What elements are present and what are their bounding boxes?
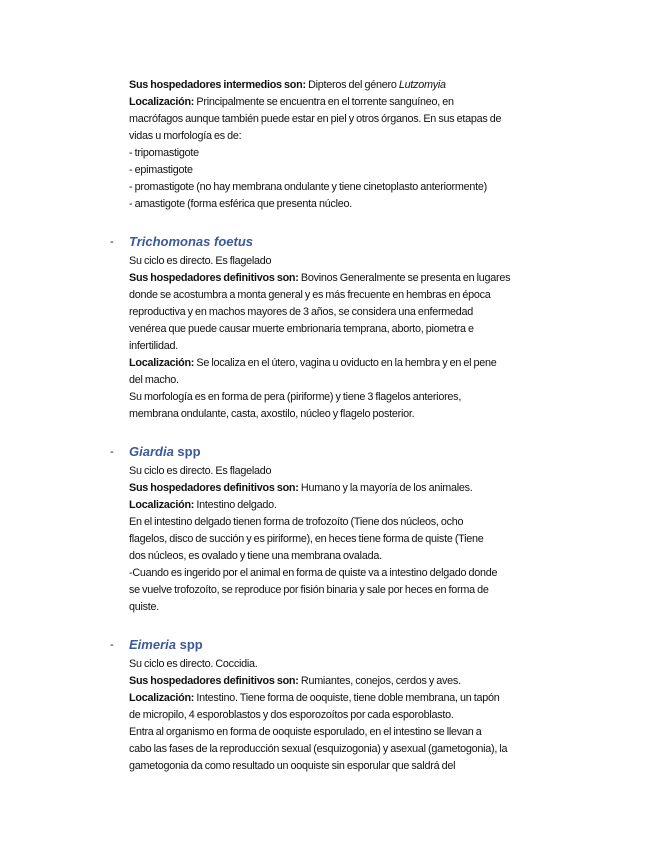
definitive-hosts-text: Humano y la mayoría de los animales.	[298, 482, 473, 494]
location-text-line: macrófagos aunque también puede estar en piel y otros órganos. En sus etapas de	[129, 113, 502, 125]
intermediate-hosts-label: Sus hospedadores intermedios son:	[129, 79, 306, 91]
location-text: Intestino delgado.	[194, 499, 277, 511]
location-text: Intestino. Tiene forma de ooquiste, tiene doble membrana, un tapón	[194, 692, 500, 704]
text-line: del macho.	[129, 374, 179, 386]
text-line: dos núcleos, es ovalado y tiene una membrana ovalada.	[129, 550, 382, 562]
life-cycle-line: Su ciclo es directo. Es flagelado	[129, 465, 272, 477]
morphology-line: Su morfología es en forma de pera (piriforme) y tiene 3 flagelos anteriores,	[129, 391, 462, 403]
text-line: Entra al organismo en forma de ooquiste esporulado, en el intestino se llevan a	[129, 726, 482, 738]
genus-name: Lutzomyia	[398, 79, 446, 91]
bullet-dash: -	[110, 236, 114, 248]
text-line: reproductiva y en machos mayores de 3 años, se considera una enfermedad	[129, 306, 474, 318]
stage-item: - epimastigote	[129, 164, 193, 176]
location-text-line: vidas u morfología es de:	[129, 130, 242, 142]
definitive-hosts-line	[129, 673, 569, 690]
stage-item: - promastigote (no hay membrana ondulante y tiene cinetoplasto anteriormente)	[129, 181, 487, 193]
text-line: de micropilo, 4 esporoblastos y dos esporozoítos por cada esporoblasto.	[129, 709, 454, 721]
text-line: venérea que puede causar muerte embrionaria temprana, aborto, piometra e	[129, 323, 474, 335]
text-line: flagelos, disco de succión y es piriforme), en heces tiene forma de quiste (Tiene	[129, 533, 484, 545]
organism-name: Trichomonas foetus	[129, 234, 254, 249]
location-text: Principalmente se encuentra en el torrente sanguíneo, en	[194, 96, 454, 108]
life-cycle-line: Su ciclo es directo. Es flagelado	[129, 255, 272, 267]
section-heading-eimeria	[110, 634, 569, 656]
location-text: Se localiza en el útero, vagina u oviducto en la hembra y en el pene	[194, 357, 497, 369]
bullet-dash: -	[110, 639, 114, 651]
location-label: Localización:	[129, 96, 195, 108]
text-line: quiste.	[129, 601, 160, 613]
definitive-hosts-text: Bovinos Generalmente se presenta en lugares	[298, 272, 511, 284]
definitive-hosts-line	[129, 480, 569, 497]
text-line: infertilidad.	[129, 340, 178, 352]
definitive-hosts-text: Rumiantes, conejos, cerdos y aves.	[298, 675, 461, 687]
location-line	[129, 355, 569, 372]
location-label: Localización:	[129, 499, 195, 511]
text-line: -Cuando es ingerido por el animal en forma de quiste va a intestino delgado donde	[129, 567, 498, 579]
organism-name: Eimeria	[129, 637, 176, 652]
location-label: Localización:	[129, 692, 195, 704]
definitive-hosts-label: Sus hospedadores definitivos son:	[129, 675, 299, 687]
location-line	[129, 497, 569, 514]
definitive-hosts-label: Sus hospedadores definitivos son:	[129, 482, 299, 494]
life-cycle-line: Su ciclo es directo. Coccidia.	[129, 658, 258, 670]
section-heading-giardia	[110, 441, 569, 463]
document-content	[110, 77, 569, 775]
stage-item: - amastigote (forma esférica que presenta núcleo.	[129, 198, 353, 210]
organism-name: Giardia	[129, 444, 174, 459]
stage-item: - tripomastigote	[129, 147, 199, 159]
section-heading-trichomonas	[110, 231, 569, 253]
organism-spp: spp	[173, 444, 201, 459]
intermediate-hosts-line	[129, 77, 569, 94]
definitive-hosts-label: Sus hospedadores definitivos son:	[129, 272, 299, 284]
definitive-hosts-line	[129, 270, 569, 287]
location-label: Localización:	[129, 357, 195, 369]
text-line: se vuelve trofozoíto, se reproduce por fisión binaria y sale por heces en forma de	[129, 584, 489, 596]
text-line: cabo las fases de la reproducción sexual (esquizogonia) y asexual (gametogonia), la	[129, 743, 508, 755]
morphology-line: membrana ondulante, casta, axostilo, núcleo y flagelo posterior.	[129, 408, 415, 420]
organism-spp: spp	[175, 637, 203, 652]
location-line	[129, 690, 569, 707]
text-line: gametogonia da como resultado un ooquiste sin esporular que saldrá del	[129, 760, 456, 772]
intermediate-hosts-value: Dipteros del género	[305, 79, 399, 91]
text-line: donde se acostumbra a monta general y es más frecuente en hembras en época	[129, 289, 491, 301]
location-line	[129, 94, 569, 111]
bullet-dash: -	[110, 446, 114, 458]
text-line: En el intestino delgado tienen forma de trofozoíto (Tiene dos núcleos, ocho	[129, 516, 464, 528]
